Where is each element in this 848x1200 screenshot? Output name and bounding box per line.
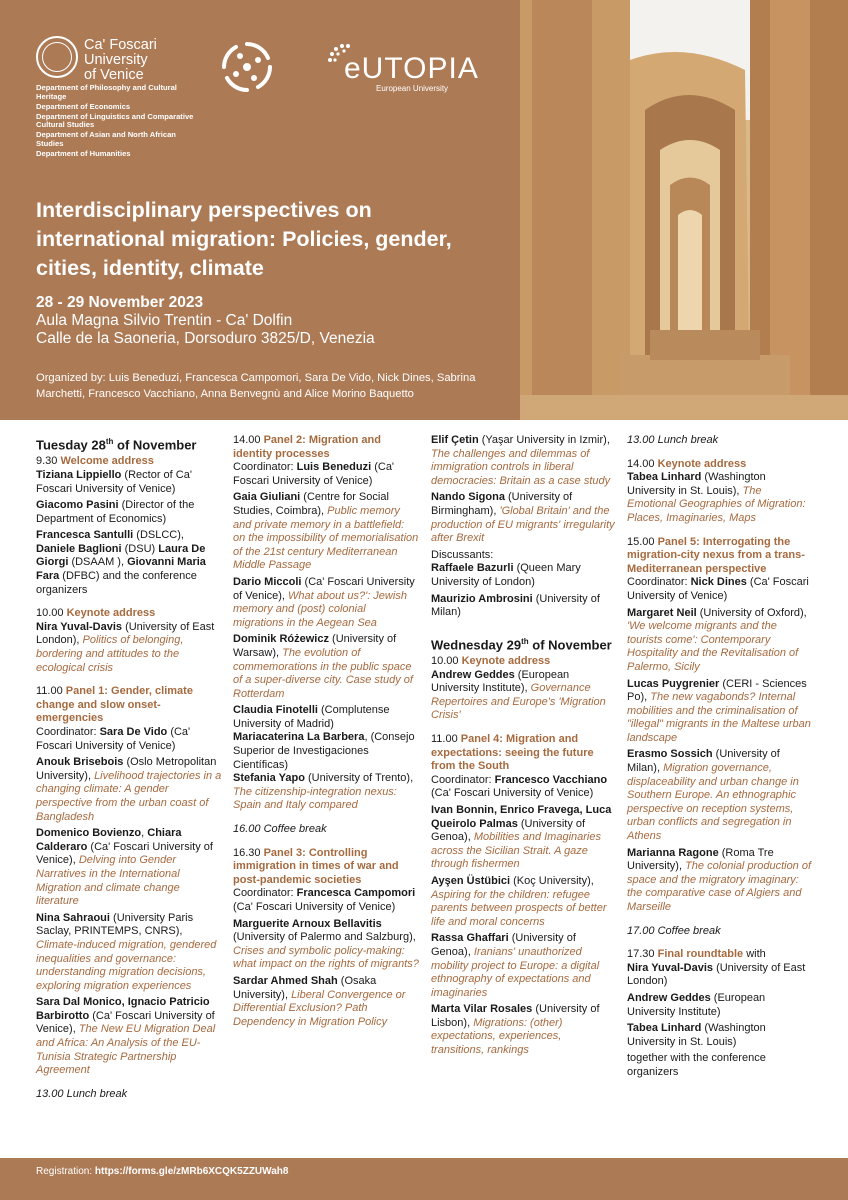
coffee-break-day1: 16.00 Coffee break (233, 823, 327, 836)
day-heading-tuesday: Tuesday 28th of November (36, 437, 197, 453)
department-item: Department of Philosophy and Cultural Heritage (36, 83, 177, 101)
department-item: Department of Humanities (36, 149, 131, 159)
lunch-break-day2: 13.00 Lunch break (627, 434, 719, 446)
program-column-1 (36, 434, 222, 1101)
program-column-4 (627, 434, 813, 1090)
eutopia-subtitle: European University (376, 84, 449, 93)
circular-swirl-logo-icon (218, 38, 276, 96)
session-welcome: 9.30 Welcome address Tiziana Lippiello (Rector of Ca' Foscari University of Venice) Giacomo Pasini (Director of the Department of Economics) Francesca Santulli (DSLCC), Daniele Baglioni (DSU) Laura De Giorgi (DSAAM ), Giovanni Maria Fara (DFBC) and the conference organizers (36, 455, 206, 596)
session-panel-3-cont: Elif Çetin (Yaşar University in Izmir), The challenges and dilemmas of immigration controls in liberal democracies: Britain as a case study Nando Sigona (University of Birmingham), 'Global Britain' and the production of EU migrants' irregularity after Brexit Discussants: Raffaele Bazurli (Queen Mary University of London) Maurizio Ambrosini (University of Milan) (431, 434, 615, 619)
program-column-2 (233, 434, 419, 1039)
department-item: Department of Asian and North African Studies (36, 130, 176, 149)
session-keynote-3: 14.00 Keynote address Tabea Linhard (Washington University in St. Louis), The Emotional Geographies of Migration: Places, Imaginaries, Maps (627, 457, 806, 524)
day-heading-wednesday: Wednesday 29th of November (431, 636, 612, 653)
organizers: Organized by: Luis Beneduzi, Francesca Campomori, Sara De Vido, Nick Dines, Sabrina Marchetti, Francesco Vacchiano, Anna Benvegnù and Alice Morino Baquetto (36, 372, 476, 400)
program-column-3 (431, 434, 617, 1068)
session-panel-3: 16.30 Panel 3: Controlling immigration in times of war and post-pandemic societies Coordinator: Francesca Campomori (Ca' Foscari University of Venice) Marguerite Arnoux Bellavitis (University of Palermo and Salzburg), Crises and symbolic policy-making: what impact on the rights of migrants? Sardar Ahmed Shah (Osaka University), Liberal Convergence or Differential Exclusion? Path Dependency in Migration Policy (233, 846, 419, 1028)
department-item: Department of Linguistics and Comparative Cultural Studies (36, 111, 194, 130)
department-item: Department of Economics (36, 101, 131, 111)
session-panel-2: 14.00 Panel 2: Migration and identity processes Coordinator: Luis Beneduzi (Ca' Foscari University of Venice) Gaia Giuliani (Centre for Social Studies, Coimbra), Public memory and private memory in a battlefield: on the impossibility of memorialisation of the 21st century Mediterranean Middle Passage Dario Miccoli (Ca' Foscari University of Venice), What about us?': Jewish memory and (post) colonial migrations in the Aegean Sea Dominik Różewicz (University of Warsaw), The evolution of commemorations in the public space of a super-diverse city. Case study of Rotterdam Claudia Finotelli (Complutense University of Madrid) Mariacaterina La Barbera, (Consejo Superior de Investigaciones Científicas) Stefania Yapo (University of Trento), The citizenship-integration nexus: Spain and Italy compared (233, 434, 419, 812)
session-keynote-2: 10.00 Keynote address Andrew Geddes (European University Institute), Governance Repertoires and Europe's 'Migration Crisis' (431, 655, 606, 722)
event-venue: Aula Magna Silvio Trentin - Ca' Dolfin Calle de la Saoneria, Dorsoduro 3825/D, Venezia (36, 312, 375, 347)
registration-link[interactable]: https://forms.gle/zMRb6XCQK5ZZUWah8 (94, 1166, 289, 1177)
eutopia-wordmark: eUTOPIA (344, 52, 479, 85)
university-seal-icon (36, 36, 78, 78)
session-roundtable: 17.30 Final roundtable with Nira Yuval-Davis (University of East London) Andrew Geddes (European University Institute) Tabea Linhard (Washington University in St. Louis) together with the conference organizers (627, 948, 806, 1078)
footer-bar (0, 1158, 848, 1200)
header-banner (0, 0, 848, 420)
amphitheatre-photo (520, 0, 848, 420)
session-keynote-1: 10.00 Keynote address Nira Yuval-Davis (University of East London), Politics of belonging, bordering and attitudes to the ecological crisis (36, 607, 215, 674)
event-title: Interdisciplinary perspectives on international migration: Policies, gender, cities, identity, climate (36, 198, 452, 280)
session-panel-5: 15.00 Panel 5: Interrogating the migration-city nexus from a trans-Mediterranean perspective Coordinator: Nick Dines (Ca' Foscari University of Venice) Margaret Neil (University of Oxford), 'We welcome migrants and the tourists come': Contemporary Hospitality and the Revitalisation of Palermo, Sicily Lucas Puygrenier (CERI - Sciences Po), The new vagabonds? Internal mobilities and the criminalisation of "illegal" migrants in the Maltese urban landscape Erasmo Sossich (University of Milan), Migration governance, displaceability and urban change in Southern Europe. An ethnographic perspective on reception systems, urban conflicts and segregation in Athens Marianna Ragone (Roma Tre University), The colonial production of space and the migratory imaginary: the comparative case of Algiers and Marseille (627, 535, 812, 913)
eutopia-logo (326, 42, 479, 97)
lunch-break-day1: 13.00 Lunch break (36, 1087, 128, 1100)
coffee-break-day2: 17.00 Coffee break (627, 924, 721, 937)
event-dates: 28 - 29 November 2023 (36, 294, 204, 311)
department-list (36, 84, 196, 160)
session-panel-4: 11.00 Panel 4: Migration and expectations: seeing the future from the South Coordinator: Francesco Vacchiano (Ca' Foscari University of Venice) Ivan Bonnin, Enrico Fravega, Luca Queirolo Palmas (University of Genoa), Mobilities and Imaginaries across the Sicilian Strait. A gaze through fishermen Ayşen Üstübici (Koç University), Aspiring for the children: refugee parents between prospects of better life and moral concerns Rassa Ghaffari (University of Genoa), Iranians' unauthorized mobility project to Europe: a digital ethnography of expectations and imaginaries Marta Vilar Rosales (University of Lisbon), Migrations: (other) expectations, experiences, transitions, rankings (431, 733, 612, 1057)
registration-line: Registration: https://forms.gle/zMRb6XCQK5ZZUWah8 (36, 1166, 289, 1177)
university-name: Ca' Foscari University of Venice (84, 37, 157, 83)
session-panel-1: 11.00 Panel 1: Gender, climate change and slow onset-emergencies Coordinator: Sara De Vido (Ca' Foscari University of Venice) Anouk Brisebois (Oslo Metropolitan University), Livelihood trajectories in a changing climate: A gender perspective from the urban coast of Bangladesh Domenico Bovienzo, Chiara Calderaro (Ca' Foscari University of Venice), Delving into Gender Narratives in the International Migration and climate change literature Nina Sahraoui (University Paris Saclay, PRINTEMPS, CNRS), Climate-induced migration, gendered inequalities and governance: understanding migration decisions, exploring migration experiences Sara Dal Monico, Ignacio Patricio Barbirotto (Ca' Foscari University of Venice), The New EU Migration Deal and Africa: An Analysis of the EU-Tunisia Strategic Partnership Agreement (36, 685, 222, 1077)
